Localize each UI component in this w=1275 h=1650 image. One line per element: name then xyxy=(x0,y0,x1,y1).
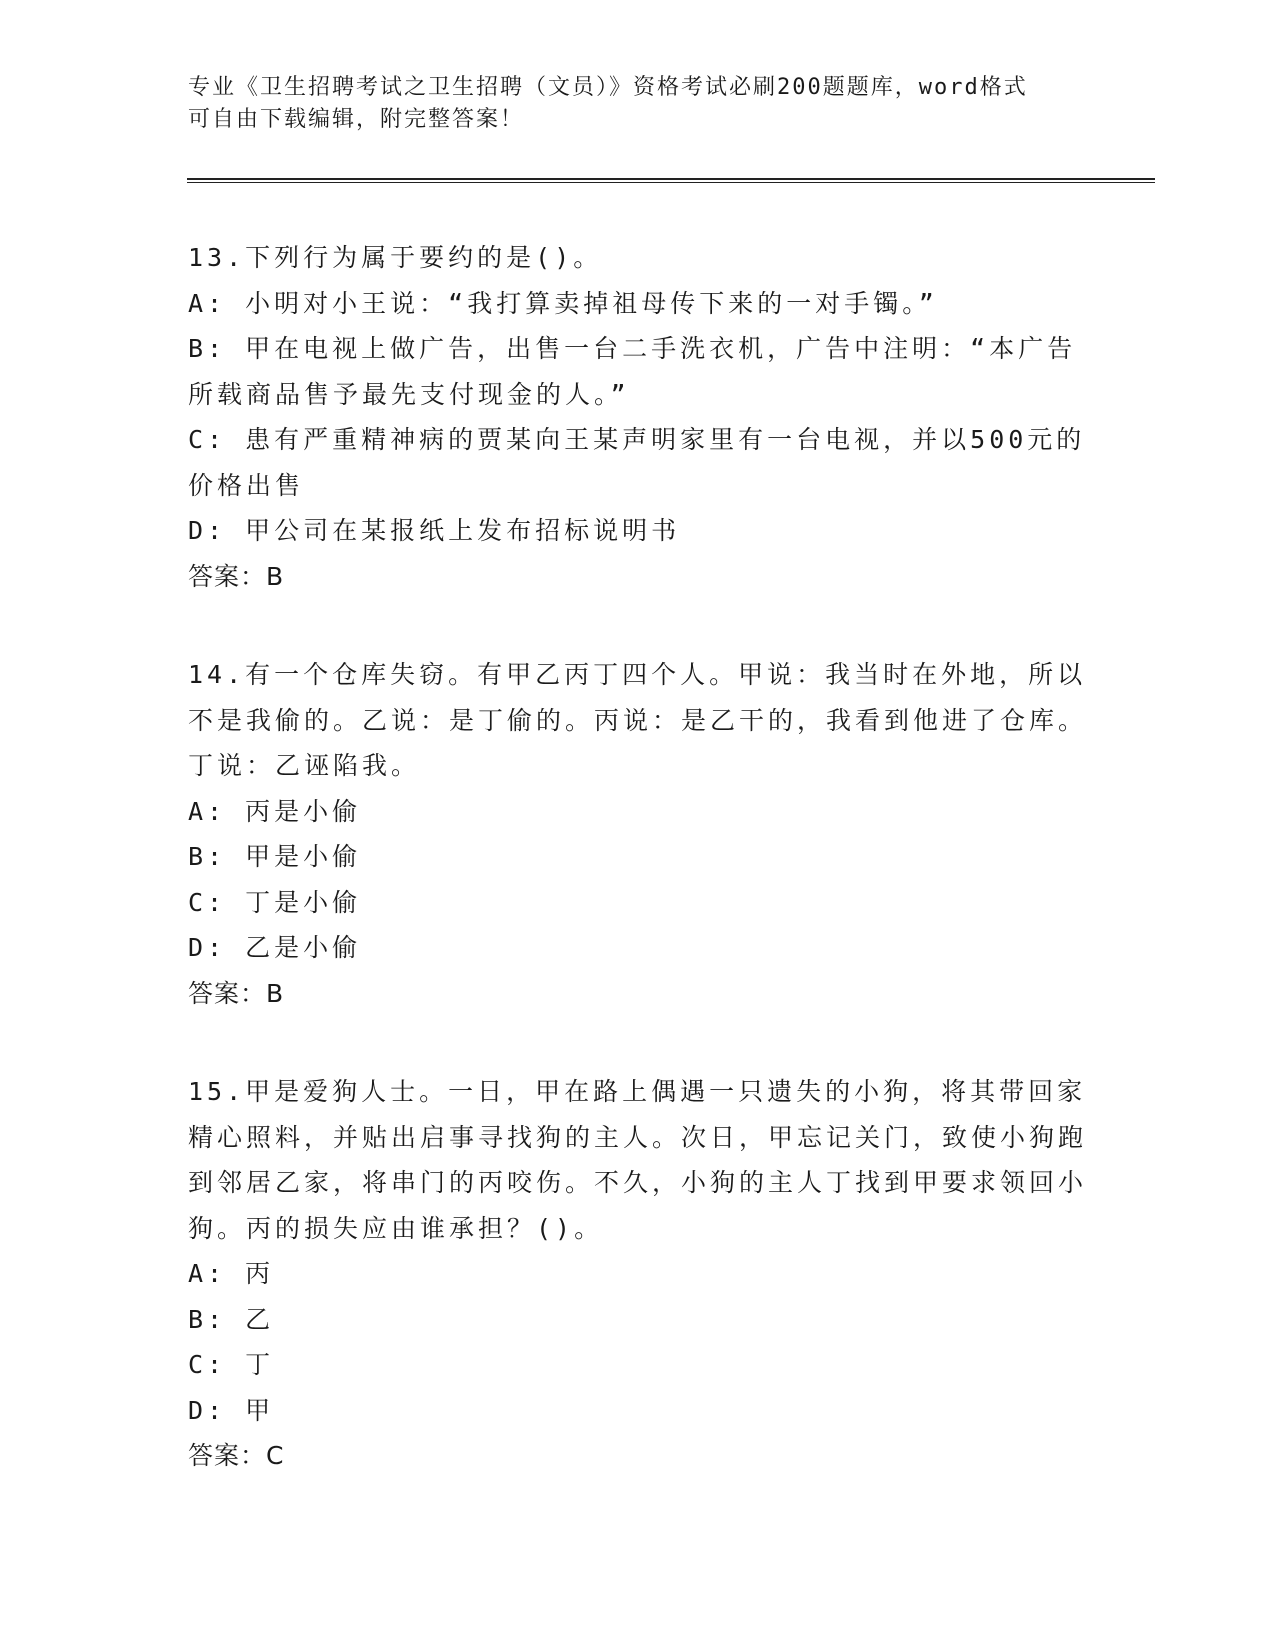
option-c: C: 丁是小偷 xyxy=(188,887,362,917)
answer-line: 答案：C xyxy=(188,1441,285,1470)
header-line-2: 可自由下载编辑，附完整答案！ xyxy=(188,107,525,132)
option-a: A: 丙 xyxy=(188,1259,275,1288)
option-d: D: 甲 xyxy=(188,1395,275,1425)
question-15 xyxy=(188,1069,1088,1479)
option-b: B: 乙 xyxy=(188,1304,275,1334)
question-stem: 13.下列行为属于要约的是()。 xyxy=(188,243,603,272)
question-13 xyxy=(188,235,1088,599)
option-a: A: 丙是小偷 xyxy=(188,796,362,826)
option-d: D: 乙是小偷 xyxy=(188,933,362,962)
document-header xyxy=(188,72,1068,136)
option-b: B: 甲在电视上做广告，出售一台二手洗衣机，广告中注明：“本广告所载商品售予最先支付现金的人。” xyxy=(188,334,1077,409)
option-c: C: 患有严重精神病的贾某向王某声明家里有一台电视，并以500元的价格出售 xyxy=(188,425,1086,500)
option-d: D: 甲公司在某报纸上发布招标说明书 xyxy=(188,516,681,545)
option-b: B: 甲是小偷 xyxy=(188,842,362,871)
answer-line: 答案：B xyxy=(188,978,285,1008)
header-divider xyxy=(187,178,1155,183)
question-stem: 14.有一个仓库失窃。有甲乙丙丁四个人。甲说：我当时在外地，所以不是我偷的。乙说：是丁偷的。丙说：是乙干的，我看到他进了仓库。丁说：乙诬陷我。 xyxy=(188,660,1088,780)
answer-line: 答案：B xyxy=(188,561,285,591)
question-14 xyxy=(188,652,1088,1016)
option-c: C: 丁 xyxy=(188,1350,275,1379)
question-list xyxy=(188,235,1088,1532)
question-stem: 15.甲是爱狗人士。一日，甲在路上偶遇一只遗失的小狗，将其带回家精心照料，并贴出启事寻找狗的主人。次日，甲忘记关门，致使小狗跑到邻居乙家，将串门的丙咬伤。不久，小狗的主人丁找到甲要求领回小狗。丙的损失应由谁承担？()。 xyxy=(188,1077,1088,1243)
option-a: A: 小明对小王说：“我打算卖掉祖母传下来的一对手镯。” xyxy=(188,288,938,318)
header-line-1: 专业《卫生招聘考试之卫生招聘（文员）》资格考试必刷200题题库，word格式 xyxy=(188,75,1028,100)
